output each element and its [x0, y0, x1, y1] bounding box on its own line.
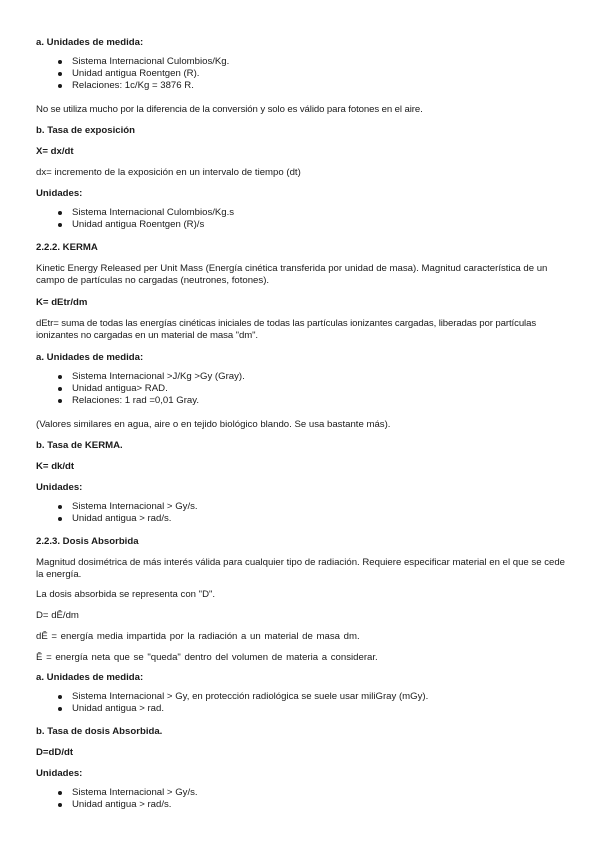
units-list-exposure [36, 56, 229, 92]
kerma-rate-heading: b. Tasa de KERMA. [36, 440, 123, 451]
exposure-rate-formula: X= dx/dt [36, 146, 74, 157]
list-item: Unidad antigua > rad/s. [36, 513, 198, 525]
list-item: Sistema Internacional Culombios/Kg.s [36, 207, 234, 219]
units-heading-exposure: a. Unidades de medida: [36, 37, 144, 48]
kerma-definition: dEtr= suma de todas las energías cinéticas iniciales de todas las partículas ionizantes cargadas, liberadas por partículas ionizantes no cargadas en un material de masa "dm". [36, 318, 537, 341]
list-item: Sistema Internacional >J/Kg >Gy (Gray). [36, 371, 245, 383]
conversion-note: No se utiliza mucho por la diferencia de la conversión y solo es válido para fotones en el aire. [36, 104, 423, 115]
list-item: Unidad antigua > rad. [36, 703, 428, 715]
absorbed-dose-rate-heading: b. Tasa de dosis Absorbida. [36, 726, 163, 737]
kerma-section-heading: 2.2.2. KERMA [36, 242, 98, 253]
list-item: Sistema Internacional > Gy/s. [36, 501, 198, 513]
absorbed-dose-units-heading: a. Unidades de medida: [36, 672, 144, 683]
kerma-description: Kinetic Energy Released per Unit Mass (Energía cinética transferida por unidad de masa). Magnitud característica de un campo de partículas no cargadas (neutrones, fotones). [36, 263, 548, 286]
absorbed-dose-description: Magnitud dosimétrica de más interés válida para cualquier tipo de radiación. Requiere especificar material en el que se cede la energía. [36, 557, 566, 580]
list-item: Relaciones: 1c/Kg = 3876 R. [36, 80, 229, 92]
exposure-rate-heading: b. Tasa de exposición [36, 125, 135, 136]
absorbed-dose-rate-units-list [36, 787, 198, 811]
absorbed-dose-definition-1: dÊ = energía media impartida por la radiación a un material de masa dm. [36, 631, 360, 642]
kerma-units-heading: a. Unidades de medida: [36, 352, 144, 363]
list-item: Unidad antigua Roentgen (R). [36, 68, 229, 80]
list-item: Sistema Internacional > Gy/s. [36, 787, 198, 799]
exposure-rate-units-list [36, 207, 234, 231]
absorbed-dose-representation: La dosis absorbida se representa con "D". [36, 589, 216, 600]
kerma-rate-units-list [36, 501, 198, 525]
kerma-units-list [36, 371, 245, 407]
absorbed-dose-rate-formula: D=dD/dt [36, 747, 74, 758]
list-item: Sistema Internacional > Gy, en protección radiológica se suele usar miliGray (mGy). [36, 691, 428, 703]
absorbed-dose-definition-2: Ê = energía neta que se "queda" dentro del volumen de materia a considerar. [36, 652, 378, 663]
list-item: Relaciones: 1 rad =0,01 Gray. [36, 395, 245, 407]
absorbed-dose-formula: D= dÊ/dm [36, 610, 79, 621]
kerma-rate-formula: K= dk/dt [36, 461, 75, 472]
list-item: Unidad antigua > rad/s. [36, 799, 198, 811]
kerma-note: (Valores similares en agua, aire o en tejido biológico blando. Se usa bastante más). [36, 419, 391, 430]
list-item: Unidad antigua Roentgen (R)/s [36, 219, 234, 231]
absorbed-dose-section-heading: 2.2.3. Dosis Absorbida [36, 536, 139, 547]
exposure-rate-units-heading: Unidades: [36, 188, 83, 199]
list-item: Sistema Internacional Culombios/Kg. [36, 56, 229, 68]
exposure-rate-definition: dx= incremento de la exposición en un intervalo de tiempo (dt) [36, 167, 301, 178]
absorbed-dose-units-list [36, 691, 428, 715]
kerma-rate-units-heading: Unidades: [36, 482, 83, 493]
list-item: Unidad antigua> RAD. [36, 383, 245, 395]
kerma-formula: K= dEtr/dm [36, 297, 88, 308]
absorbed-dose-rate-units-heading: Unidades: [36, 768, 83, 779]
